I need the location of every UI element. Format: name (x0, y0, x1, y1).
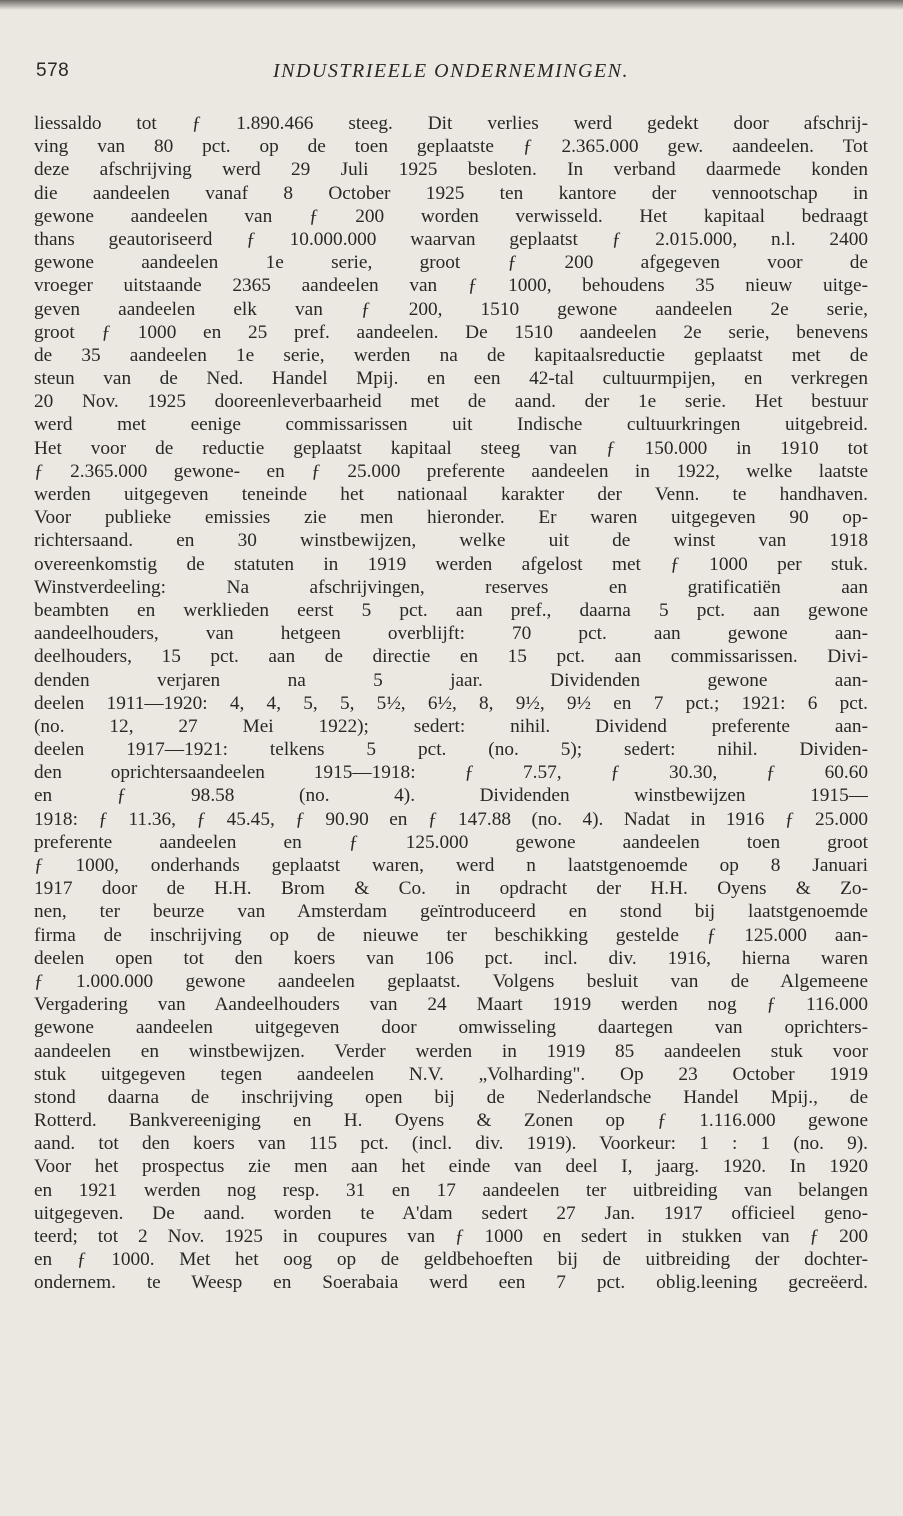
text-line: liessaldo tot ƒ 1.890.466 steeg. Dit verlies werd gedekt door afschrij- (34, 113, 868, 134)
text-line: ƒ 1.000.000 gewone aandeelen geplaatst. Volgens besluit van de Algemeene (34, 970, 868, 992)
text-line: ondernem. te Weesp en Soerabaia werd een 7 pct. oblig.leening gecreëerd. (34, 1272, 868, 1294)
text-line: den oprichtersaandeelen 1915—1918: ƒ 7.57, ƒ 30.30, ƒ 60.60 (34, 762, 868, 784)
text-line: deelen 1917—1921: telkens 5 pct. (no. 5); sedert: nihil. Dividen- (34, 739, 868, 761)
text-line: beambten en werklieden eerst 5 pct. aan pref., daarna 5 pct. aan gewone (34, 599, 868, 621)
text-line: stuk uitgegeven tegen aandeelen N.V. „Volharding". Op 23 October 1919 (34, 1063, 868, 1085)
text-line: werd met eenige commissarissen uit Indische cultuurkringen uitgebreid. (34, 414, 868, 436)
page-header (36, 60, 866, 90)
text-line: deze afschrijving werd 29 Juli 1925 besloten. In verband daarmede konden (34, 159, 868, 181)
text-line: groot ƒ 1000 en 25 pref. aandeelen. De 1510 aandeelen 2e serie, benevens (34, 321, 868, 343)
text-line: deelhouders, 15 pct. aan de directie en 15 pct. aan commissarissen. Divi- (34, 646, 868, 668)
text-line: gewone aandeelen van ƒ 200 worden verwisseld. Het kapitaal bedraagt (34, 205, 868, 227)
text-line: die aandeelen vanaf 8 October 1925 ten kantore der vennootschap in (34, 182, 868, 204)
text-line: steun van de Ned. Handel Mpij. en een 42-tal cultuurmpijen, en verkregen (34, 368, 868, 390)
text-line: Voor het prospectus zie men aan het einde van deel I, jaarg. 1920. In 1920 (34, 1156, 868, 1178)
text-line: aandeelhouders, van hetgeen overblijft: 70 pct. aan gewone aan- (34, 623, 868, 645)
text-line: 20 Nov. 1925 dooreenleverbaarheid met de aand. der 1e serie. Het bestuur (34, 391, 868, 413)
text-line: Vergadering van Aandeelhouders van 24 Maart 1919 werden nog ƒ 116.000 (34, 994, 868, 1016)
text-line: Rotterd. Bankvereeniging en H. Oyens & Zonen op ƒ 1.116.000 gewone (34, 1110, 868, 1132)
text-line: de 35 aandeelen 1e serie, werden na de kapitaalsreductie geplaatst met de (34, 344, 868, 366)
text-line: en ƒ 1000. Met het oog op de geldbehoeften bij de uitbreiding der dochter- (34, 1249, 868, 1271)
text-line: ƒ 2.365.000 gewone- en ƒ 25.000 preferente aandeelen in 1922, welke laatste (34, 460, 868, 482)
text-line: deelen open tot den koers van 106 pct. incl. div. 1916, hierna waren (34, 947, 868, 969)
text-line: 1918: ƒ 11.36, ƒ 45.45, ƒ 90.90 en ƒ 147.88 (no. 4). Nadat in 1916 ƒ 25.000 (34, 808, 868, 830)
text-line: gewone aandeelen uitgegeven door omwisseling daartegen van oprichters- (34, 1017, 868, 1039)
text-line: deelen 1911—1920: 4, 4, 5, 5, 5½, 6½, 8, 9½, 9½ en 7 pct.; 1921: 6 pct. (34, 692, 868, 714)
text-line: (no. 12, 27 Mei 1922); sedert: nihil. Dividend preferente aan- (34, 715, 868, 737)
text-line: 1917 door de H.H. Brom & Co. in opdracht der H.H. Oyens & Zo- (34, 878, 868, 900)
text-line: en ƒ 98.58 (no. 4). Dividenden winstbewijzen 1915— (34, 785, 868, 807)
text-line: teerd; tot 2 Nov. 1925 in coupures van ƒ 1000 en sedert in stukken van ƒ 200 (34, 1226, 868, 1247)
text-line: denden verjaren na 5 jaar. Dividenden gewone aan- (34, 669, 868, 691)
page-top-edge (0, 0, 903, 10)
text-line: aandeelen en winstbewijzen. Verder werden in 1919 85 aandeelen stuk voor (34, 1040, 868, 1062)
text-line: thans geautoriseerd ƒ 10.000.000 waarvan geplaatst ƒ 2.015.000, n.l. 2400 (34, 228, 868, 250)
text-line: uitgegeven. De aand. worden te A'dam sedert 27 Jan. 1917 officieel geno- (34, 1202, 868, 1224)
text-line: ving van 80 pct. op de toen geplaatste ƒ 2.365.000 gew. aandeelen. Tot (34, 136, 868, 158)
text-line: ƒ 1000, onderhands geplaatst waren, werd n laatstgenoemde op 8 Januari (34, 855, 868, 876)
text-line: werden uitgegeven teneinde het nationaal karakter der Venn. te handhaven. (34, 484, 868, 505)
page-number: 578 (36, 60, 70, 81)
text-line: Het voor de reductie geplaatst kapitaal steeg van ƒ 150.000 in 1910 tot (34, 437, 868, 459)
text-line: vroeger uitstaande 2365 aandeelen van ƒ 1000, behoudens 35 nieuw uitge- (34, 275, 868, 297)
text-line: gewone aandeelen 1e serie, groot ƒ 200 afgegeven voor de (34, 252, 868, 274)
text-line: firma de inschrijving op de nieuwe ter beschikking gestelde ƒ 125.000 aan- (34, 924, 868, 946)
text-line: en 1921 werden nog resp. 31 en 17 aandeelen ter uitbreiding van belangen (34, 1179, 868, 1201)
text-line: preferente aandeelen en ƒ 125.000 gewone aandeelen toen groot (34, 831, 868, 853)
text-line: Voor publieke emissies zie men hieronder. Er waren uitgegeven 90 op- (34, 507, 868, 529)
text-line: richtersaand. en 30 winstbewijzen, welke uit de winst van 1918 (34, 530, 868, 552)
text-line: geven aandeelen elk van ƒ 200, 1510 gewone aandeelen 2e serie, (34, 298, 868, 320)
text-line: Winstverdeeling: Na afschrijvingen, reserves en gratificatiën aan (34, 576, 868, 598)
text-line: aand. tot den koers van 115 pct. (incl. div. 1919). Voorkeur: 1 : 1 (no. 9). (34, 1133, 868, 1155)
body-text (34, 112, 868, 1295)
text-line: nen, ter beurze van Amsterdam geïntroduceerd en stond bij laatstgenoemde (34, 901, 868, 923)
text-line: overeenkomstig de statuten in 1919 werden afgelost met ƒ 1000 per stuk. (34, 553, 868, 575)
text-line: stond daarna de inschrijving open bij de Nederlandsche Handel Mpij., de (34, 1086, 868, 1108)
running-title: INDUSTRIEELE ONDERNEMINGEN. (272, 60, 630, 82)
